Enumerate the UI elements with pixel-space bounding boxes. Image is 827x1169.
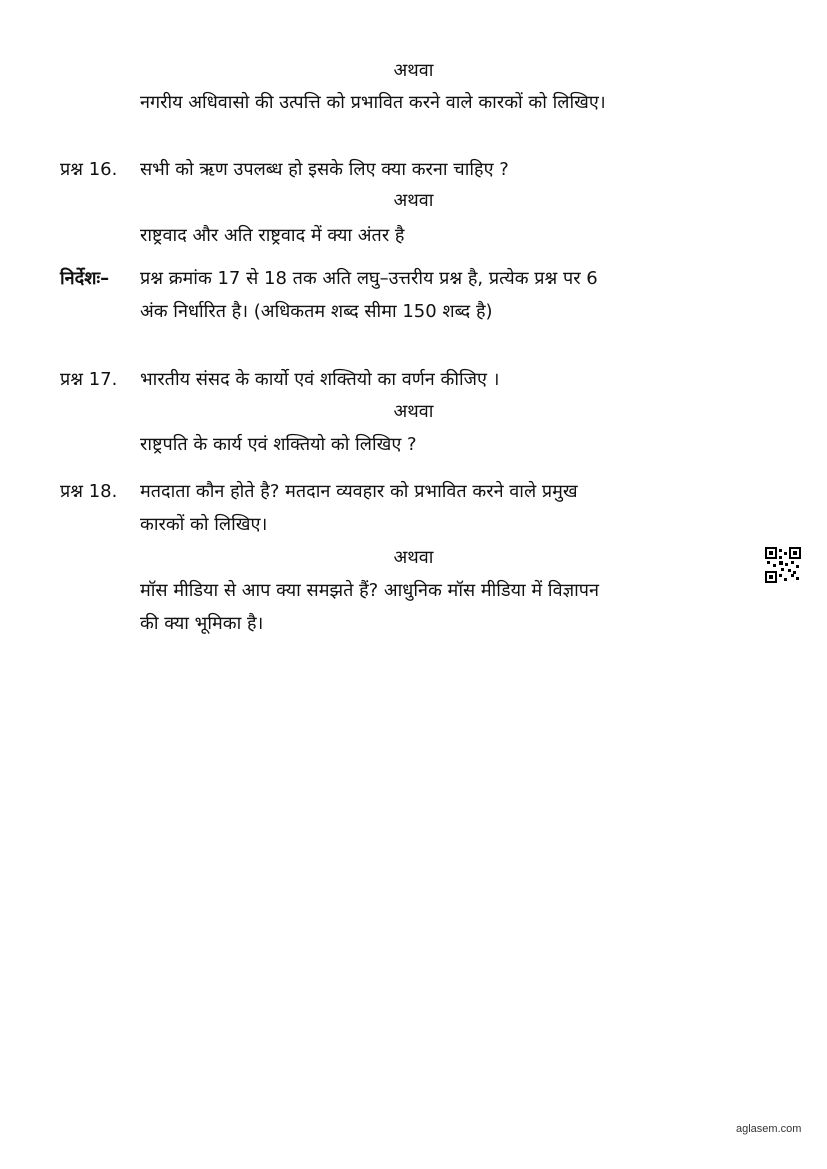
- qr-code-icon: [765, 547, 801, 583]
- question-16-number: प्रश्न 16.: [60, 159, 118, 180]
- question-16-text: सभी को ऋण उपलब्ध हो इसके लिए क्या करना चाहिए ?: [140, 159, 509, 180]
- question-17-alt-text: राष्ट्रपति के कार्य एवं शक्तियो को लिखिए ?: [140, 434, 417, 455]
- directive-label: निर्देशः–: [60, 268, 110, 289]
- question-18-text-line-1: मतदाता कौन होते है? मतदान व्यवहार को प्रभावित करने वाले प्रमुख: [140, 481, 578, 502]
- question-18-alt-line-2: की क्या भूमिका है।: [140, 613, 264, 634]
- or-label-1: अथवा: [393, 60, 434, 81]
- question-18-text-line-2: कारकों को लिखिए।: [140, 514, 268, 535]
- directive-line-2: अंक निर्धारित है। (अधिकतम शब्द सीमा 150 शब्द है): [140, 301, 493, 322]
- question-18-alt-line-1: मॉस मीडिया से आप क्या समझते हैं? आधुनिक मॉस मीडिया में विज्ञापन: [140, 580, 599, 601]
- question-18-number: प्रश्न 18.: [60, 481, 118, 502]
- directive-line-1: प्रश्न क्रमांक 17 से 18 तक अति लघु–उत्तरीय प्रश्न है, प्रत्येक प्रश्न पर 6: [140, 268, 598, 289]
- question-15-alt-text: नगरीय अधिवासो की उत्पत्ति को प्रभावित करने वाले कारकों को लिखिए।: [140, 92, 606, 113]
- question-17-number: प्रश्न 17.: [60, 369, 118, 390]
- footer-watermark: aglasem.com: [736, 1123, 802, 1135]
- or-label-17: अथवा: [393, 401, 434, 422]
- question-16-alt-text: राष्ट्रवाद और अति राष्ट्रवाद में क्या अंतर है: [140, 225, 405, 246]
- or-label-18: अथवा: [393, 547, 434, 568]
- question-17-text: भारतीय संसद के कार्यो एवं शक्तियो का वर्णन कीजिए ।: [140, 369, 500, 390]
- or-label-16: अथवा: [393, 190, 434, 211]
